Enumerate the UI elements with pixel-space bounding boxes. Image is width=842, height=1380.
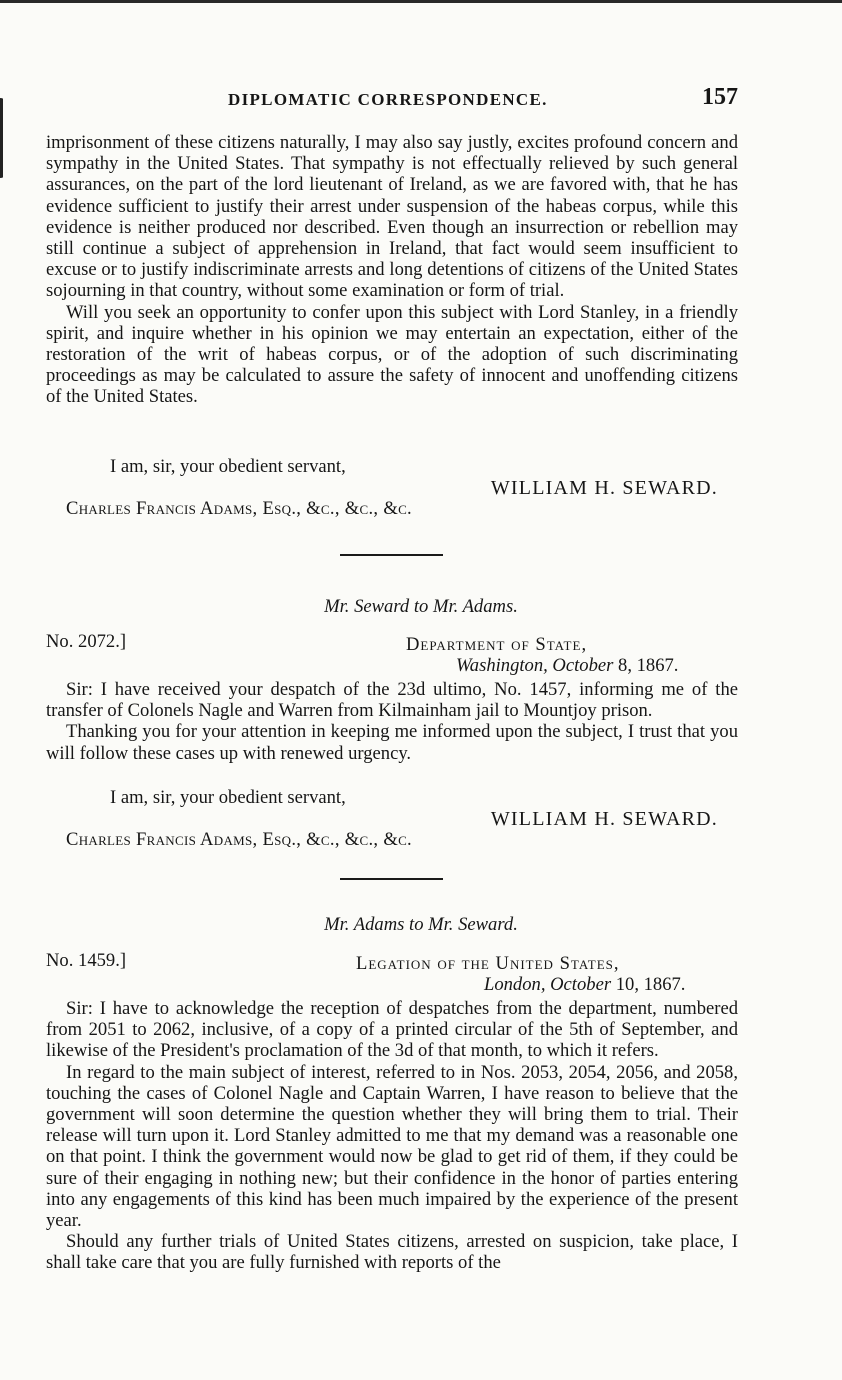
letter2-signature: WILLIAM H. SEWARD. bbox=[490, 808, 718, 830]
letter1-addressee: Charles Francis Adams, Esq., &c., &c., &c. bbox=[66, 498, 413, 519]
letter3-date: 10, 1867. bbox=[615, 974, 686, 995]
letter1-paragraph-2: Will you seek an opportunity to confer upon this subject with Lord Stanley, in a friendly spirit, and inquire whether in his opinion we may entertain an expectation, either of the restoration of the writ of habeas corpus, or of the adoption of such discriminating proceedings as may be calculated to assure the safety of innocent and unoffending citizens of the United States. bbox=[46, 301, 738, 408]
binding-mark bbox=[0, 98, 8, 178]
letter3-paragraph-3: Should any further trials of United States citizens, arrested on suspicion, take place, I shall take care that you are fully furnished with reports of the bbox=[46, 1231, 738, 1274]
letter3-number: No. 1459.] bbox=[46, 950, 127, 971]
letter3-paragraph-1: Sir: I have to acknowledge the reception of despatches from the department, numbered from 2051 to 2062, inclusive, of a copy of a printed circular of the 5th of September, and likewise of the President's proclamation of the 3d of that month, to which it refers. bbox=[46, 998, 738, 1062]
letter2-addressee: Charles Francis Adams, Esq., &c., &c., &c. bbox=[66, 829, 413, 850]
letter2-date: 8, 1867. bbox=[618, 655, 679, 676]
letter1-signature: WILLIAM H. SEWARD. bbox=[490, 477, 718, 499]
section-divider bbox=[340, 878, 443, 880]
letter3-body bbox=[46, 998, 738, 1274]
running-head: DIPLOMATIC CORRESPONDENCE. bbox=[228, 90, 548, 109]
letter2-paragraph-2: Thanking you for your attention in keeping me informed upon the subject, I trust that you will follow these cases up with renewed urgency. bbox=[46, 721, 738, 764]
letter1-body bbox=[46, 132, 738, 408]
section-divider bbox=[340, 554, 443, 556]
letter3-place: London, October bbox=[484, 974, 612, 995]
letter3-dateline bbox=[484, 974, 685, 996]
letter2-paragraph-1: Sir: I have received your despatch of the 23d ultimo, No. 1457, informing me of the transfer of Colonels Nagle and Warren from Kilmainham jail to Mountjoy prison. bbox=[46, 679, 738, 722]
page-top-edge bbox=[0, 0, 842, 3]
letter2-dateline bbox=[456, 655, 678, 677]
page-header bbox=[228, 84, 738, 114]
letter1-paragraph-1: imprisonment of these citizens naturally, I may also say justly, excites profound concern and sympathy in the United States. That sympathy is not effectually relieved by such general assurances, on the part of the lord lieutenant of Ireland, as we are favored with, that he has evidence sufficient to justify their arrest under suspension of the habeas corpus, while this evidence is neither produced nor described. Even though an insurrection or rebellion may still continue a subject of apprehension in Ireland, that fact would seem insufficient to excuse or to justify indiscriminate arrests and long detentions of citizens of the United States sojourning in that country, without some examination or form of trial. bbox=[46, 132, 738, 302]
letter1-closing: I am, sir, your obedient servant, bbox=[110, 456, 346, 477]
letter2-closing: I am, sir, your obedient servant, bbox=[110, 787, 346, 808]
letter2-body bbox=[46, 679, 738, 764]
letter3-department: Legation of the United States, bbox=[356, 953, 620, 974]
letter2-place: Washington, October bbox=[456, 655, 614, 676]
letter2-number: No. 2072.] bbox=[46, 631, 127, 652]
letter3-paragraph-2: In regard to the main subject of interest, referred to in Nos. 2053, 2054, 2056, and 2058, touching the cases of Colonel Nagle and Captain Warren, I have reason to believe that the government will soon determine the question whether they will bring them to trial. Their release will turn upon it. Lord Stanley admitted to me that my demand was a reasonable one on that point. I think the government would now be glad to get rid of them, if they could be sure of their engaging in nothing new; but their confidence in the honor of parties entering into any engagements of this kind has been much impaired by the experience of the present year. bbox=[46, 1061, 738, 1232]
letter2-department: Department of State, bbox=[406, 634, 588, 655]
page-number: 157 bbox=[702, 84, 738, 110]
letter2-heading: Mr. Seward to Mr. Adams. bbox=[324, 596, 518, 617]
letter3-heading: Mr. Adams to Mr. Seward. bbox=[324, 914, 518, 935]
